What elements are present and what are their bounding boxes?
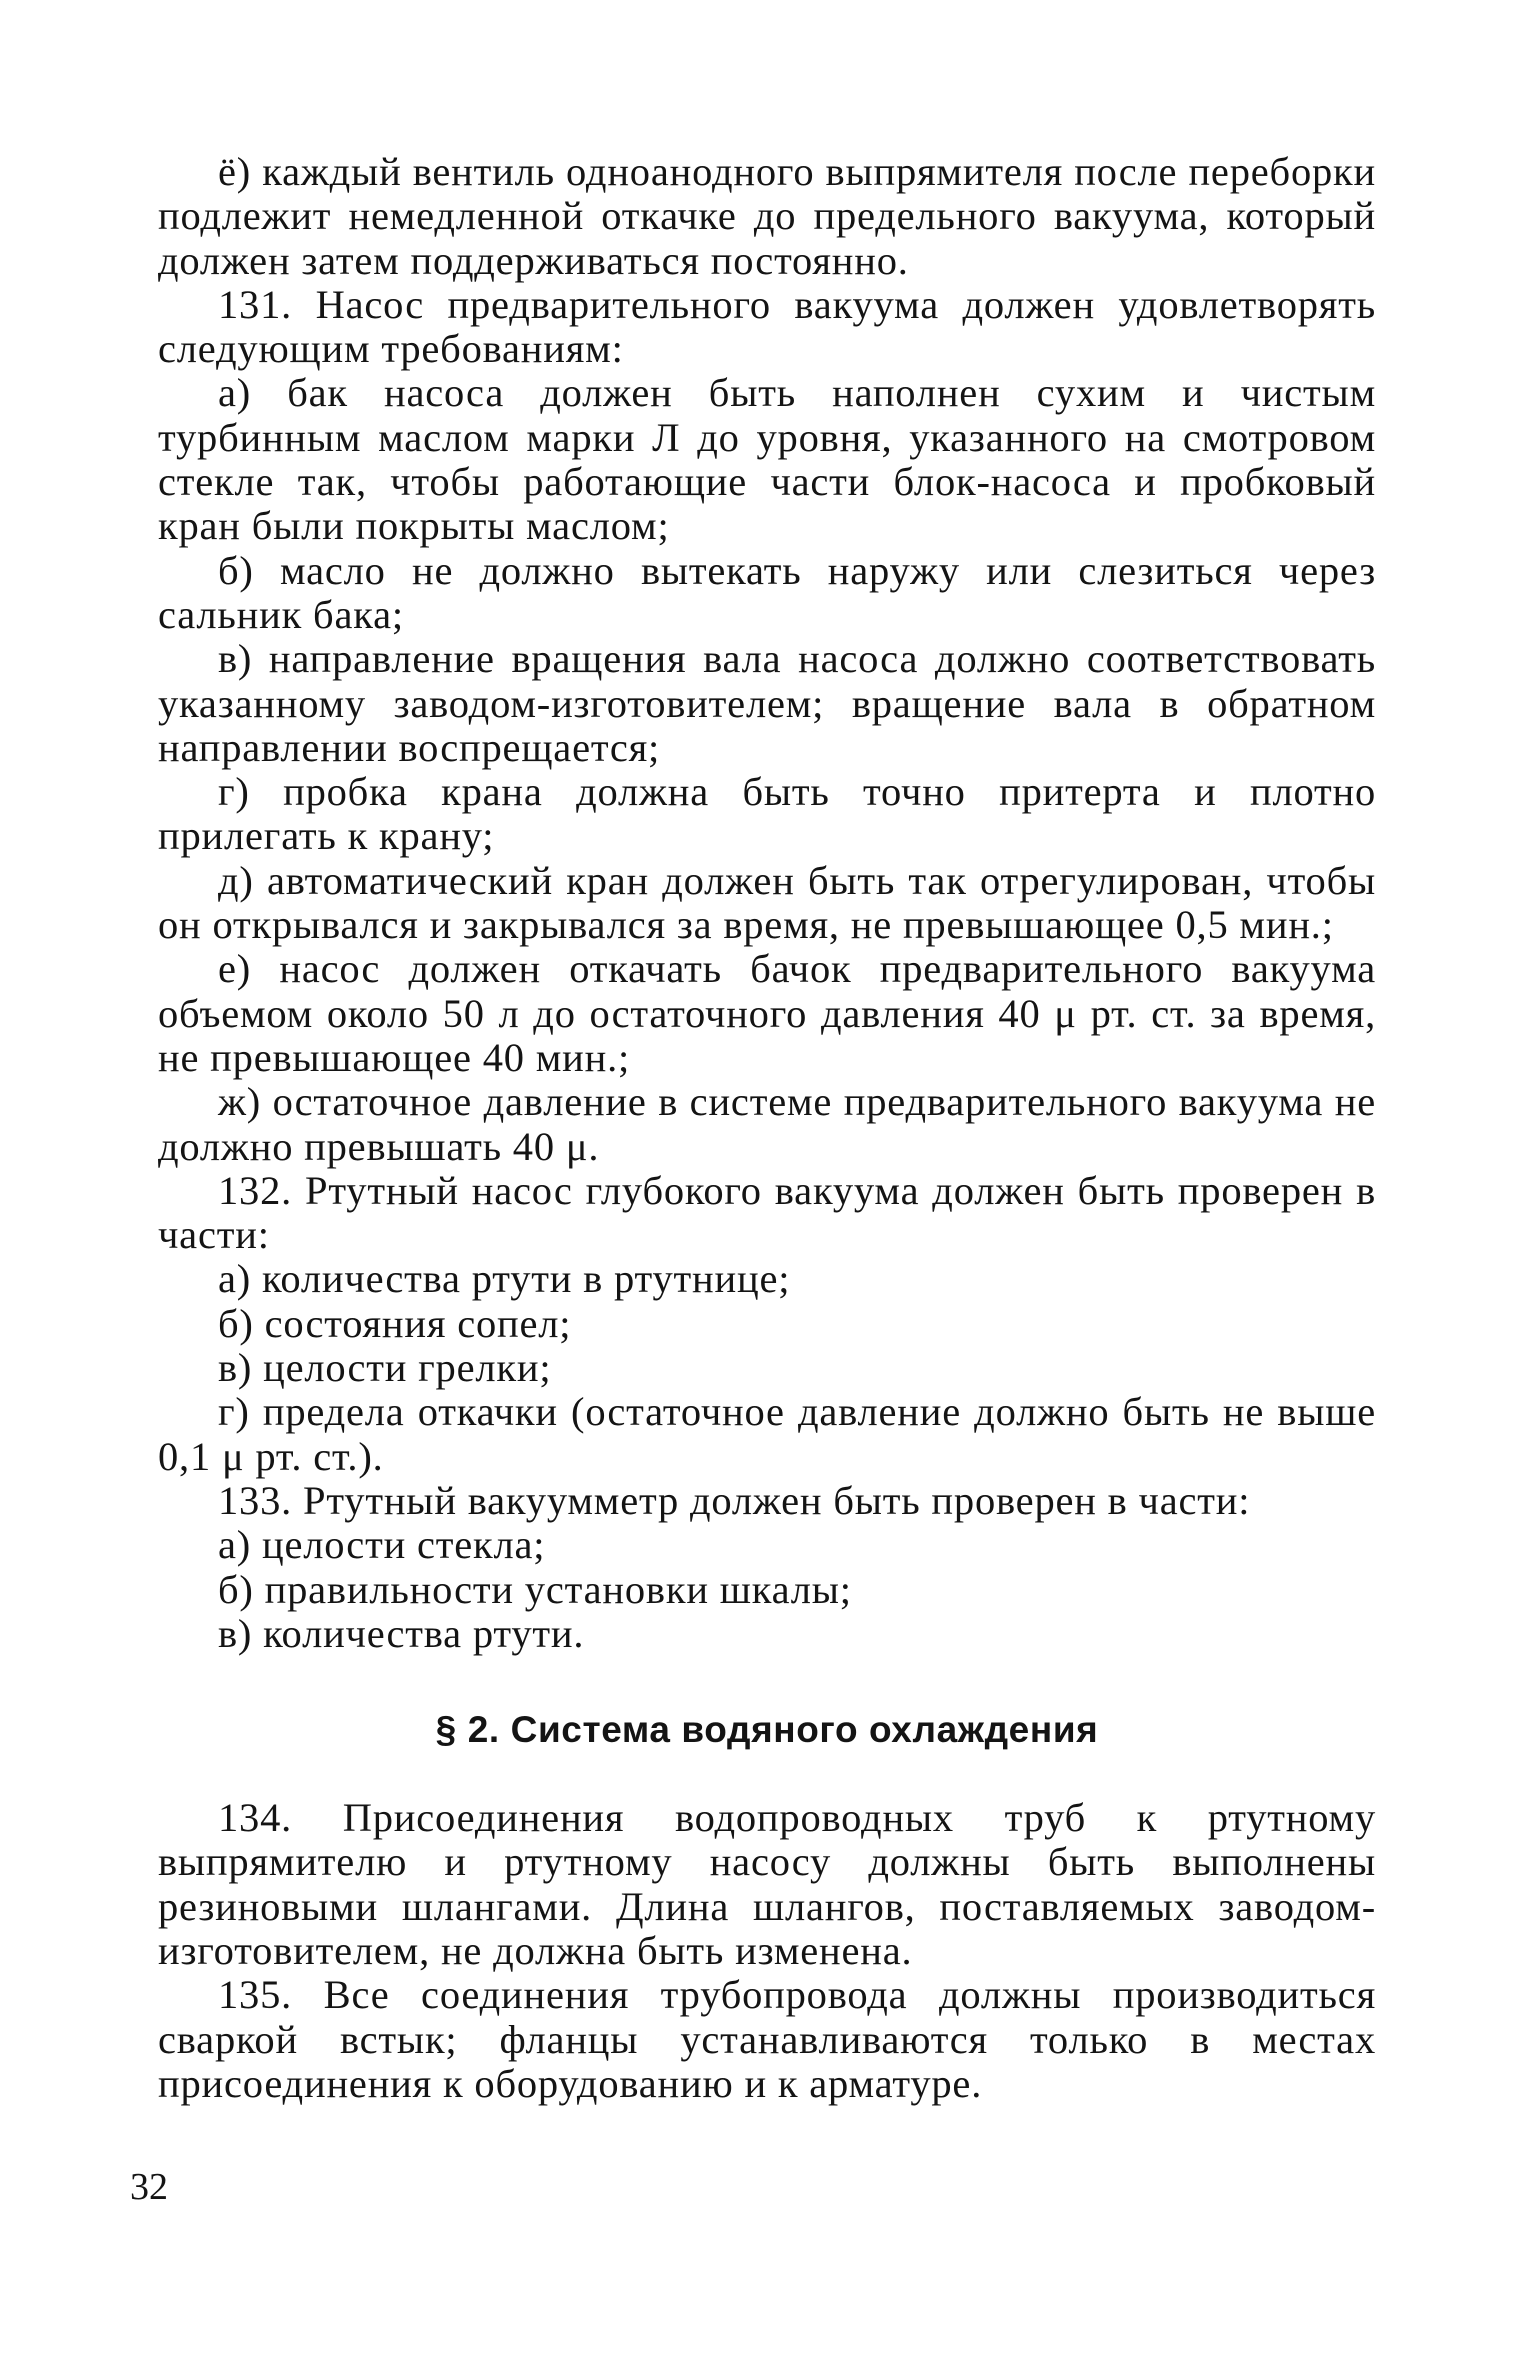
list-item-131a: а) бак насоса должен быть наполнен сухим и чистым турбинным маслом марки Л до уровня, указанного на смотровом стекле так, чтобы работающие части блок-насоса и пробковый кран были покрыты маслом;: [158, 370, 1376, 549]
list-item-132b: б) состояния сопел;: [218, 1300, 572, 1346]
list-item-131zh: ж) остаточное давление в системе предварительного вакуума не должно превышать 40 μ.: [158, 1079, 1376, 1169]
paragraph-135: 135. Все соединения трубопровода должны производиться сваркой встык; фланцы устанавливаются только в местах присоединения к оборудованию и к арматуре.: [158, 1972, 1376, 2106]
list-item-132v: в) целости грелки;: [218, 1345, 552, 1391]
page-body: [158, 150, 1376, 2106]
list-item-133v: в) количества ртути.: [218, 1610, 585, 1656]
section-heading: § 2. Система водяного охлаждения: [435, 1709, 1099, 1751]
list-item-131e: е) насос должен откачать бачок предварительного вакуума объемом около 50 л до остаточного давления 40 μ рт. ст. за время, не превышающее 40 мин.;: [158, 946, 1376, 1080]
list-item-131d: д) автоматический кран должен быть так отрегулирован, чтобы он открывался и закрывался за время, не превышающее 0,5 мин.;: [158, 857, 1376, 948]
paragraph-134: 134. Присоединения водопроводных труб к ртутному выпрямителю и ртутному насосу должны быть выполнены резиновыми шлангами. Длина шлангов, поставляемых заводом-изготовителем, не должна быть изменена.: [158, 1795, 1376, 1973]
paragraph-133: 133. Ртутный вакуумметр должен быть проверен в части:: [218, 1477, 1251, 1523]
paragraph-item-e2: ё) каждый вентиль одноанодного выпрямителя после переборки подлежит немедленной откачке до предельного вакуума, который должен затем поддерживаться постоянно.: [158, 149, 1376, 283]
paragraph-132: 132. Ртутный насос глубокого вакуума должен быть проверен в части:: [158, 1167, 1376, 1258]
list-item-131b: б) масло не должно вытекать наружу или слезиться через сальник бака;: [158, 547, 1376, 637]
list-item-132a: а) количества ртути в ртутнице;: [218, 1256, 791, 1302]
list-item-131v: в) направление вращения вала насоса должно соответствовать указанному заводом-изготовителем; вращение вала в обратном направлении воспрещается;: [158, 636, 1376, 770]
list-item-133b: б) правильности установки шкалы;: [218, 1566, 852, 1612]
list-item-132g: г) предела откачки (остаточное давление должно быть не выше 0,1 μ рт. ст.).: [158, 1389, 1376, 1479]
list-item-133a: а) целости стекла;: [218, 1522, 546, 1568]
page-number: 32: [130, 2166, 168, 2208]
paragraph-131: 131. Насос предварительного вакуума должен удовлетворять следующим требованиям:: [158, 281, 1376, 372]
list-item-131g: г) пробка крана должна быть точно притерта и плотно прилегать к крану;: [158, 769, 1376, 859]
